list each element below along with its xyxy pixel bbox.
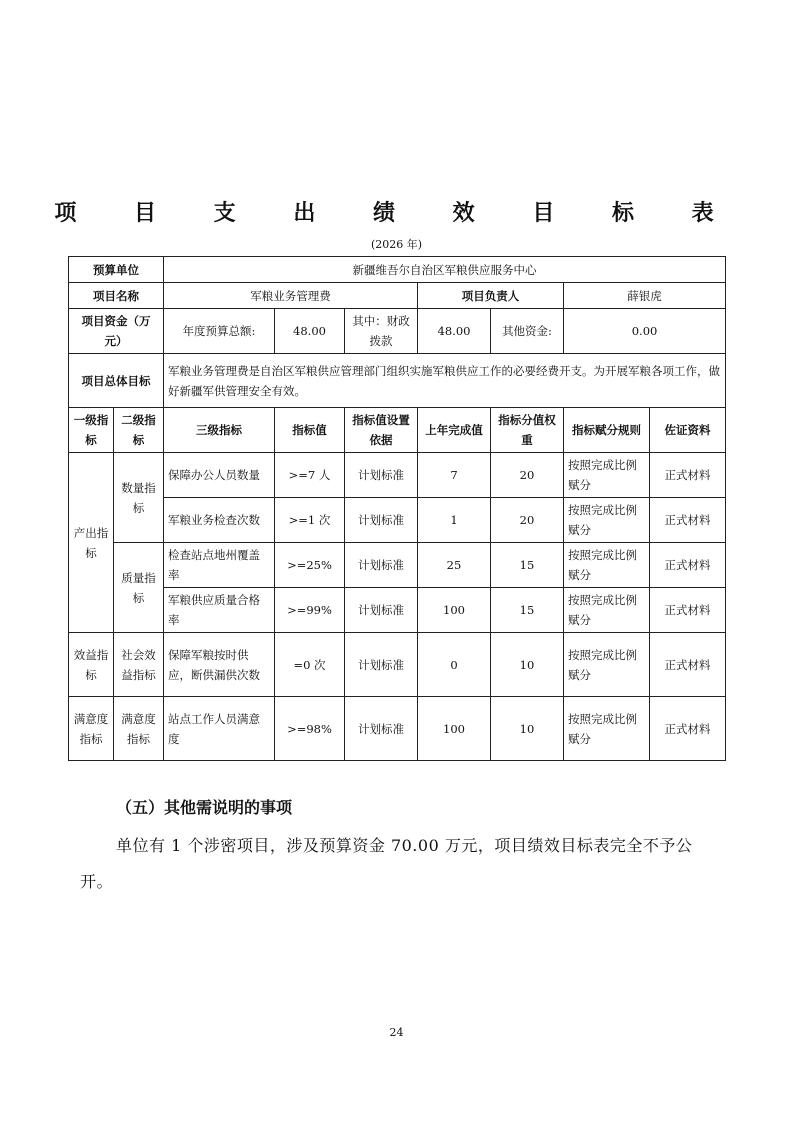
scoring-rule: 按照完成比例赋分	[564, 498, 650, 543]
evidence: 正式材料	[650, 498, 726, 543]
table-row	[69, 543, 726, 588]
indicator-value: >=7 人	[275, 453, 345, 498]
annual-budget-value: 48.00	[275, 309, 345, 354]
fund-label: 项目资金（万元）	[69, 309, 164, 354]
level3-indicator: 检查站点地州覆盖率	[164, 543, 275, 588]
header-row	[69, 408, 726, 453]
indicator-basis: 计划标准	[345, 588, 418, 633]
header-last-year: 上年完成值	[418, 408, 491, 453]
header-basis: 指标值设置依据	[345, 408, 418, 453]
other-fund-value: 0.00	[564, 309, 726, 354]
indicator-weight: 15	[491, 588, 564, 633]
last-year-value: 1	[418, 498, 491, 543]
evidence: 正式材料	[650, 543, 726, 588]
table-row	[69, 697, 726, 761]
level2-indicator: 数量指标	[114, 453, 164, 543]
level3-indicator: 保障军粮按时供应，断供漏供次数	[164, 633, 275, 697]
scoring-rule: 按照完成比例赋分	[564, 588, 650, 633]
fiscal-value: 48.00	[418, 309, 491, 354]
evidence: 正式材料	[650, 453, 726, 498]
indicator-weight: 15	[491, 543, 564, 588]
header-evidence: 佐证资料	[650, 408, 726, 453]
other-fund-label: 其他资金:	[491, 309, 564, 354]
indicator-basis: 计划标准	[345, 453, 418, 498]
performance-table	[68, 256, 726, 761]
indicator-basis: 计划标准	[345, 543, 418, 588]
scoring-rule: 按照完成比例赋分	[564, 543, 650, 588]
level2-indicator: 满意度指标	[114, 697, 164, 761]
goal-label: 项目总体目标	[69, 354, 164, 408]
last-year-value: 100	[418, 697, 491, 761]
leader-value: 薛银虎	[564, 283, 726, 309]
indicator-value: >=1 次	[275, 498, 345, 543]
indicator-weight: 10	[491, 697, 564, 761]
year-label: (2026 年)	[370, 238, 423, 251]
scoring-rule: 按照完成比例赋分	[564, 633, 650, 697]
indicator-weight: 20	[491, 453, 564, 498]
level1-indicator: 满意度指标	[69, 697, 114, 761]
last-year-value: 100	[418, 588, 491, 633]
indicator-basis: 计划标准	[345, 697, 418, 761]
indicator-value: >=98%	[275, 697, 345, 761]
indicator-value: =0 次	[275, 633, 345, 697]
level3-indicator: 军粮供应质量合格率	[164, 588, 275, 633]
indicator-value: >=99%	[275, 588, 345, 633]
goal-text: 军粮业务管理费是自治区军粮供应管理部门组织实施军粮供应工作的必要经费开支。为开展军粮各项工作，做好新疆军供管理安全有效。	[164, 354, 726, 408]
fiscal-label: 其中：财政拨款	[345, 309, 418, 354]
table-row	[69, 588, 726, 633]
header-level1: 一级指标	[69, 408, 114, 453]
level3-indicator: 站点工作人员满意度	[164, 697, 275, 761]
level1-indicator: 效益指标	[69, 633, 114, 697]
table-row	[69, 498, 726, 543]
evidence: 正式材料	[650, 588, 726, 633]
leader-label: 项目负责人	[418, 283, 564, 309]
project-name-label: 项目名称	[69, 283, 164, 309]
unit-value: 新疆维吾尔自治区军粮供应服务中心	[164, 257, 726, 283]
unit-label: 预算单位	[69, 257, 164, 283]
scoring-rule: 按照完成比例赋分	[564, 697, 650, 761]
table-row	[69, 453, 726, 498]
indicator-weight: 10	[491, 633, 564, 697]
level2-indicator: 质量指标	[114, 543, 164, 633]
level2-indicator: 社会效益指标	[114, 633, 164, 697]
header-level3: 三级指标	[164, 408, 275, 453]
evidence: 正式材料	[650, 697, 726, 761]
header-rule: 指标赋分规则	[564, 408, 650, 453]
level3-indicator: 军粮业务检查次数	[164, 498, 275, 543]
header-value: 指标值	[275, 408, 345, 453]
last-year-value: 25	[418, 543, 491, 588]
indicator-basis: 计划标准	[345, 498, 418, 543]
page-number: 24	[389, 1026, 404, 1039]
indicator-basis: 计划标准	[345, 633, 418, 697]
page-title: 项 目 支 出 绩 效 目 标 表	[54, 201, 739, 226]
last-year-value: 7	[418, 453, 491, 498]
evidence: 正式材料	[650, 633, 726, 697]
project-name-value: 军粮业务管理费	[164, 283, 418, 309]
level1-indicator: 产出指标	[69, 453, 114, 633]
header-weight: 指标分值权重	[491, 408, 564, 453]
header-level2: 二级指标	[114, 408, 164, 453]
indicator-value: >=25%	[275, 543, 345, 588]
scoring-rule: 按照完成比例赋分	[564, 453, 650, 498]
level3-indicator: 保障办公人员数量	[164, 453, 275, 498]
indicator-weight: 20	[491, 498, 564, 543]
last-year-value: 0	[418, 633, 491, 697]
table-row	[69, 633, 726, 697]
section-text: 单位有 1 个涉密项目，涉及预算资金 70.00 万元，项目绩效目标表完全不予公开。	[80, 836, 693, 891]
section-title: （五）其他需说明的事项	[116, 798, 293, 817]
annual-budget-label: 年度预算总额:	[164, 309, 275, 354]
